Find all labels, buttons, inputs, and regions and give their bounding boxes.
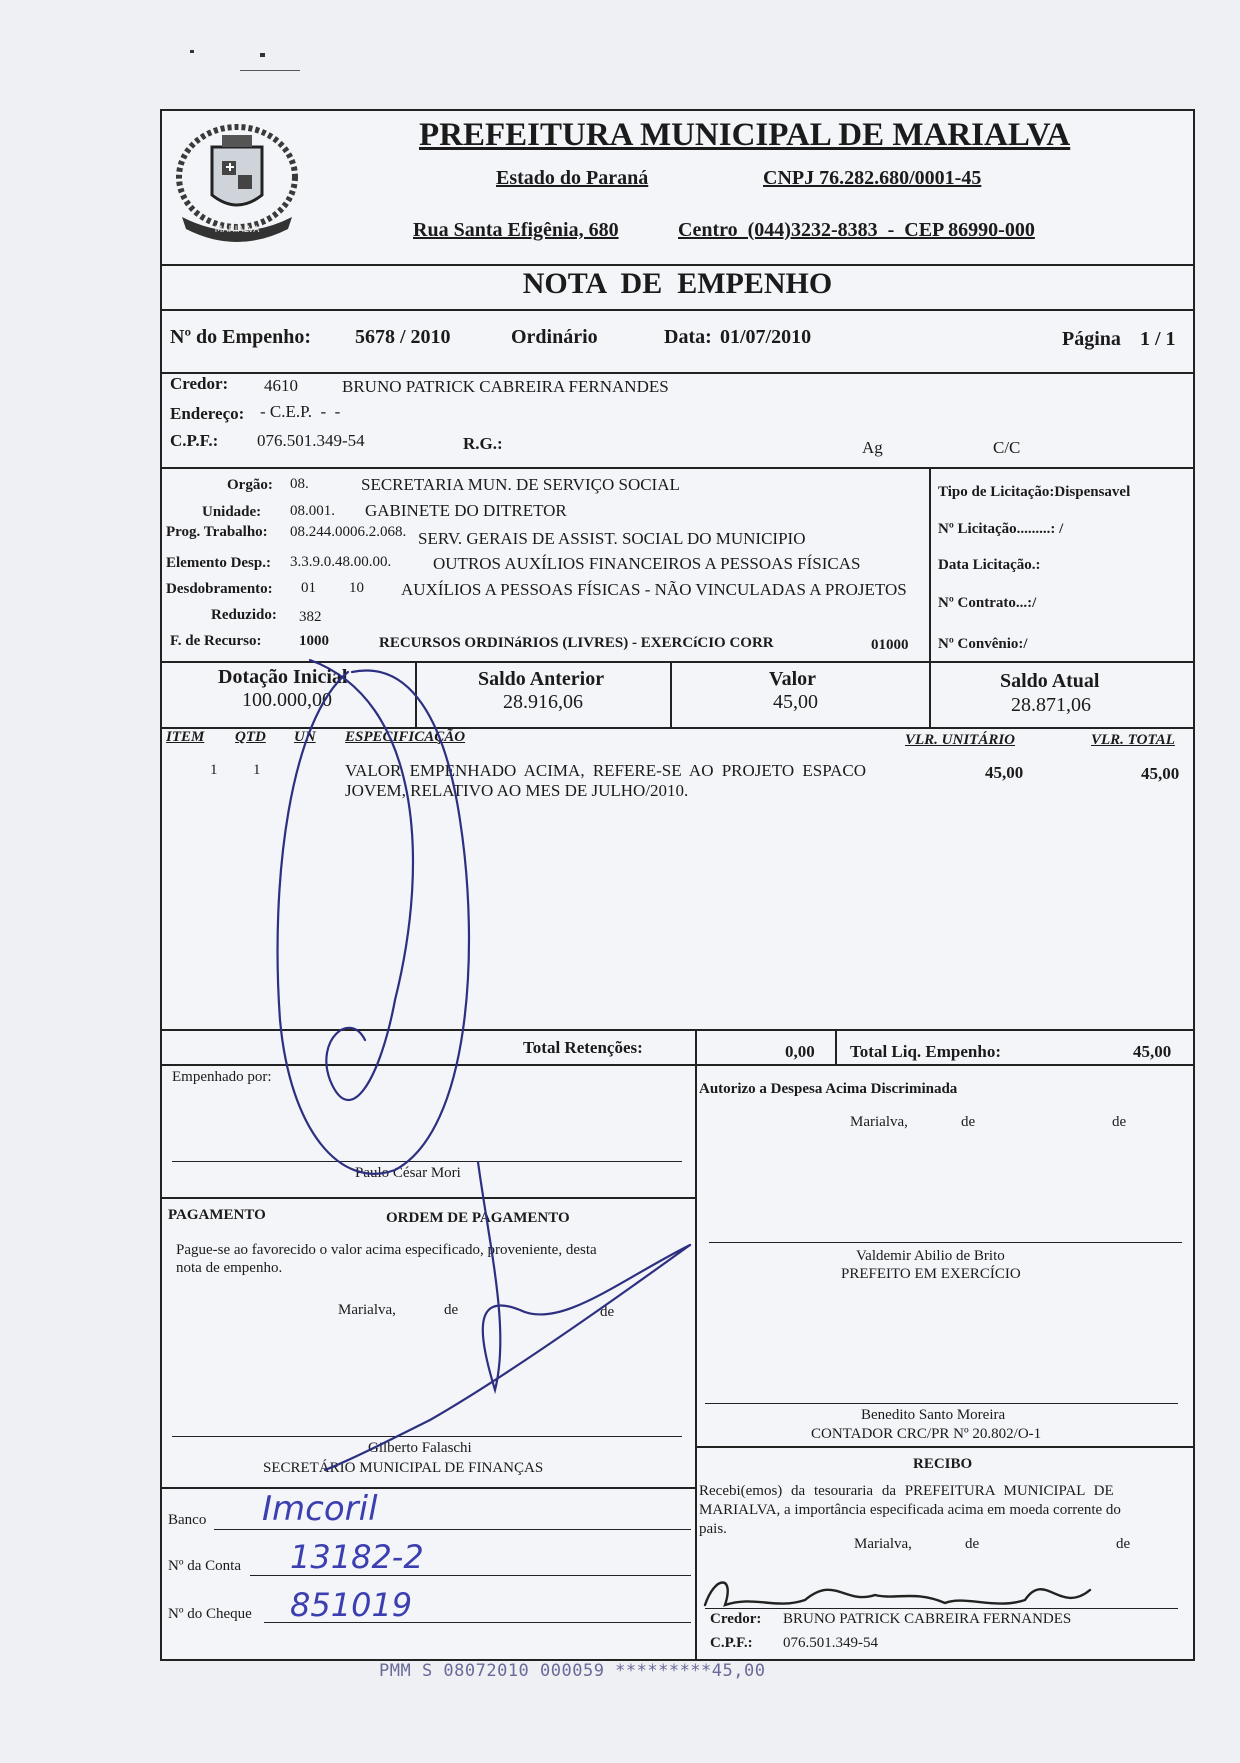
header-contact: Centro (044)3232-8383 - CEP 86990-000 <box>678 219 1035 241</box>
liquido-value: 45,00 <box>1133 1042 1172 1061</box>
footer-stamp: PMM S 08072010 000059 *********45,00 <box>379 1661 766 1681</box>
recurso-code: 1000 <box>299 633 329 649</box>
row-total-value: 45,00 <box>1141 764 1180 783</box>
recibo-text-line1: Recebi(emos) da tesouraria da PREFEITURA MUNICIPAL DE <box>699 1483 1114 1499</box>
pagamento-label: PAGAMENTO <box>168 1207 266 1223</box>
prefeito-name: Valdemir Abilio de Brito <box>856 1248 1005 1264</box>
recibo-text-line3: pais. <box>699 1521 727 1537</box>
credor-name: BRUNO PATRICK CABREIRA FERNANDES <box>342 377 669 396</box>
address-value: - C.E.P. - - <box>260 402 341 421</box>
licitacao-convenio: Nº Convênio:/ <box>938 636 1028 652</box>
document-title: NOTA DE EMPENHO <box>522 267 833 300</box>
pagamento-de1: de <box>444 1302 459 1318</box>
dotacao-value: 100.000,00 <box>242 689 332 711</box>
row-item: 1 <box>210 762 218 778</box>
orgao-label: Orgão: <box>227 477 273 493</box>
elemento-name: OUTROS AUXÍLIOS FINANCEIROS A PESSOAS FÍSICAS <box>433 554 861 573</box>
ag-label: Ag <box>862 438 883 457</box>
dotacao-label: Dotação Inicial <box>218 666 348 688</box>
credor-signature <box>695 1555 1115 1625</box>
saldo-anterior-value: 28.916,06 <box>503 691 583 713</box>
desdobramento-name: AUXÍLIOS A PESSOAS FÍSICAS - NÃO VINCULADAS A PROJETOS <box>401 580 907 599</box>
elemento-code: 3.3.9.0.48.00.00. <box>290 554 392 570</box>
saldo-anterior-label: Saldo Anterior <box>478 668 605 690</box>
retencoes-label: Total Retenções: <box>523 1038 643 1057</box>
header-address: Rua Santa Efigênia, 680 <box>413 219 619 241</box>
reduzido-value: 382 <box>299 609 322 625</box>
recibo-de2: de <box>1116 1536 1131 1552</box>
empenho-type: Ordinário <box>511 326 598 348</box>
page-label: Página <box>1062 328 1121 350</box>
licitacao-tipo: Tipo de Licitação:Dispensavel <box>938 484 1131 500</box>
saldo-atual-value: 28.871,06 <box>1011 694 1091 716</box>
svg-text:MARIALVA: MARIALVA <box>214 225 260 235</box>
rg-label: R.G.: <box>463 434 503 453</box>
cheque-label: Nº do Cheque <box>168 1606 252 1622</box>
col-vlr-total: VLR. TOTAL <box>1091 732 1175 748</box>
retencoes-value: 0,00 <box>785 1042 815 1061</box>
desdobramento-code2: 10 <box>349 580 364 596</box>
autorizo-label: Autorizo a Despesa Acima Discriminada <box>699 1081 958 1097</box>
credor-code: 4610 <box>264 376 298 395</box>
contador-role: CONTADOR CRC/PR Nº 20.802/O-1 <box>811 1426 1042 1442</box>
valor-label: Valor <box>769 668 817 690</box>
prog-label: Prog. Trabalho: <box>166 524 268 540</box>
row-spec-line1: VALOR EMPENHADO ACIMA, REFERE-SE AO PROJETO ESPACO <box>345 761 867 780</box>
recibo-de1: de <box>965 1536 980 1552</box>
empenho-number-label: Nº do Empenho: <box>170 326 312 348</box>
prog-name: SERV. GERAIS DE ASSIST. SOCIAL DO MUNICIPIO <box>418 529 806 548</box>
col-un: UN <box>294 729 316 745</box>
autorizo-de2: de <box>1112 1114 1127 1130</box>
conta-label: Nº da Conta <box>168 1558 241 1574</box>
cc-label: C/C <box>993 438 1021 457</box>
banco-handwritten: Imcoril <box>262 1489 378 1529</box>
conta-handwritten: 13182-2 <box>290 1538 424 1576</box>
unidade-name: GABINETE DO DITRETOR <box>365 501 567 520</box>
row-unit-value: 45,00 <box>985 763 1024 782</box>
saldo-atual-label: Saldo Atual <box>1000 670 1100 692</box>
financas-signer-name: Gilberto Falaschi <box>368 1440 472 1456</box>
page-number: 1 / 1 <box>1140 328 1176 350</box>
licitacao-numero: Nº Licitação.........: / <box>938 521 1064 537</box>
banco-label: Banco <box>168 1512 207 1528</box>
col-item: ITEM <box>166 729 205 745</box>
recibo-title: RECIBO <box>913 1456 973 1472</box>
empenhado-signer: Paulo César Mori <box>355 1165 461 1181</box>
recurso-name: RECURSOS ORDINáRIOS (LIVRES) - EXERCíCIO CORR <box>379 635 774 651</box>
pagamento-place: Marialva, <box>338 1302 396 1318</box>
contador-name: Benedito Santo Moreira <box>861 1407 1006 1423</box>
header-title: PREFEITURA MUNICIPAL DE MARIALVA <box>419 117 1071 153</box>
valor-value: 45,00 <box>773 691 818 713</box>
recibo-text-line2: MARIALVA, a importância especificada acima em moeda corrente do <box>699 1502 1121 1518</box>
empenhado-label: Empenhado por: <box>172 1069 272 1085</box>
address-label: Endereço: <box>170 404 245 423</box>
elemento-label: Elemento Desp.: <box>166 555 271 571</box>
recibo-credor-label: Credor: <box>710 1611 762 1627</box>
reduzido-label: Reduzido: <box>211 607 277 623</box>
unidade-code: 08.001. <box>290 503 335 519</box>
recibo-credor-name: BRUNO PATRICK CABREIRA FERNANDES <box>783 1611 1072 1627</box>
licitacao-data: Data Licitação.: <box>938 557 1041 573</box>
pagamento-de2: de <box>600 1304 615 1320</box>
credor-label: Credor: <box>170 374 229 393</box>
row-qtd: 1 <box>253 762 261 778</box>
empenho-date-label: Data: <box>664 326 712 348</box>
orgao-code: 08. <box>290 476 309 492</box>
recibo-place: Marialva, <box>854 1536 912 1552</box>
header-cnpj: CNPJ 76.282.680/0001-45 <box>763 167 982 189</box>
recurso-label: F. de Recurso: <box>170 633 262 649</box>
col-qtd: QTD <box>235 729 266 745</box>
empenho-date: 01/07/2010 <box>720 326 812 348</box>
prefeito-role: PREFEITO EM EXERCÍCIO <box>841 1266 1021 1282</box>
cpf-label: C.P.F.: <box>170 431 219 450</box>
pagamento-text-line2: nota de empenho. <box>176 1260 283 1276</box>
autorizo-de1: de <box>961 1114 976 1130</box>
desdobramento-label: Desdobramento: <box>166 581 273 597</box>
col-vlr-unitario: VLR. UNITÁRIO <box>905 732 1016 748</box>
prog-code: 08.244.0006.2.068. <box>290 524 407 540</box>
cheque-handwritten: 851019 <box>290 1586 413 1624</box>
licitacao-contrato: Nº Contrato...:/ <box>938 595 1037 611</box>
row-spec-line2: JOVEM, RELATIVO AO MES DE JULHO/2010. <box>345 781 689 800</box>
cpf-value: 076.501.349-54 <box>257 431 365 450</box>
autorizo-place: Marialva, <box>850 1114 908 1130</box>
pagamento-text-line1: Pague-se ao favorecido o valor acima especificado, proveniente, desta <box>176 1242 597 1258</box>
recurso-code2: 01000 <box>871 637 909 653</box>
recibo-cpf-label: C.P.F.: <box>710 1635 753 1651</box>
col-especificacao: ESPECIFICAÇÃO <box>345 729 466 745</box>
financas-signer-role: SECRETÁRIO MUNICIPAL DE FINANÇAS <box>263 1460 544 1476</box>
liquido-label: Total Liq. Empenho: <box>850 1042 1001 1061</box>
orgao-name: SECRETARIA MUN. DE SERVIÇO SOCIAL <box>361 475 680 494</box>
empenho-number: 5678 / 2010 <box>355 326 451 348</box>
header-state: Estado do Paraná <box>496 167 649 189</box>
desdobramento-code1: 01 <box>301 580 316 596</box>
ordem-pagamento-title: ORDEM DE PAGAMENTO <box>386 1210 570 1226</box>
recibo-cpf-value: 076.501.349-54 <box>783 1635 878 1651</box>
unidade-label: Unidade: <box>202 504 262 520</box>
